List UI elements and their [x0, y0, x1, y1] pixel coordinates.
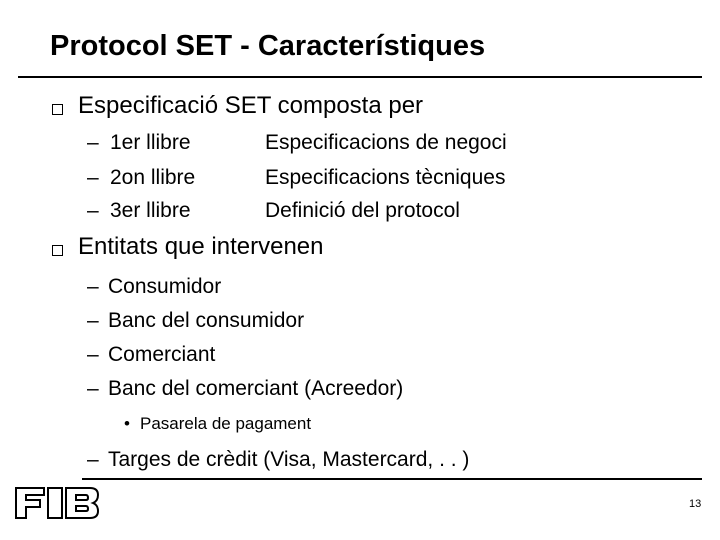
- book-label: 1er llibre: [110, 131, 191, 154]
- book-description: Especificacions de negoci: [265, 131, 507, 154]
- dash-bullet: –: [87, 131, 99, 154]
- list-item: Banc del consumidor: [108, 309, 305, 332]
- dash-bullet: –: [87, 448, 99, 471]
- dash-bullet: –: [87, 199, 99, 222]
- dash-bullet: –: [87, 343, 99, 366]
- dot-bullet: •: [124, 414, 130, 433]
- square-bullet-icon: [52, 245, 63, 256]
- list-item: Consumidor: [108, 275, 222, 298]
- list-item: Comerciant: [108, 343, 216, 366]
- dash-bullet: –: [87, 309, 99, 332]
- footer-divider: [82, 478, 702, 480]
- slide-title: Protocol SET - Característiques: [50, 30, 486, 62]
- book-label: 3er llibre: [110, 199, 191, 222]
- section-heading: Especificació SET composta per: [78, 92, 424, 119]
- section-heading: Entitats que intervenen: [78, 233, 324, 260]
- title-divider: [18, 76, 702, 78]
- dash-bullet: –: [87, 275, 99, 298]
- square-bullet-icon: [52, 104, 63, 115]
- list-item: Targes de crèdit (Visa, Mastercard, . . ): [108, 448, 470, 471]
- book-description: Especificacions tècniques: [265, 166, 506, 189]
- fib-logo-icon: [14, 486, 100, 520]
- fib-logo: [14, 486, 100, 520]
- book-description: Definició del protocol: [265, 199, 460, 222]
- dash-bullet: –: [87, 166, 99, 189]
- sub-list-item: Pasarela de pagament: [140, 414, 312, 433]
- dash-bullet: –: [87, 377, 99, 400]
- list-item: Banc del comerciant (Acreedor): [108, 377, 404, 400]
- page-number: 13: [689, 498, 702, 510]
- book-label: 2on llibre: [110, 166, 196, 189]
